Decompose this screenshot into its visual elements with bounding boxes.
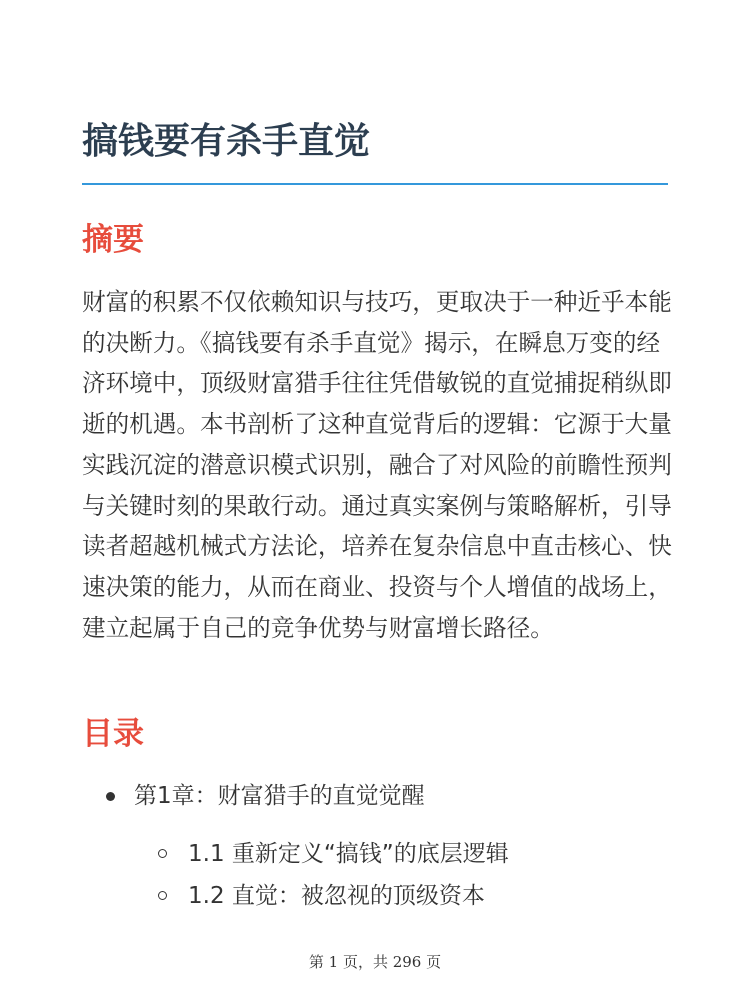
toc-section-label: 1.1 重新定义“搞钱”的底层逻辑 [188, 841, 509, 867]
abstract-paragraph: 财富的积累不仅依赖知识与技巧，更取决于一种近乎本能的决断力。《搞钱要有杀手直觉》揭示，在瞬息万变的经济环境中，顶级财富猎手往往凭借敏锐的直觉捕捉稍纵即逝的机遇。本书剖析了这种直觉背后的逻辑：它源于大量实践沉淀的潜意识模式识别，融合了对风险的前瞻性预判与关键时刻的果敢行动。通过真实案例与策略解析，引导读者超越机械式方法论，培养在复杂信息中直击核心、快速决策的能力，从而在商业、投资与个人增值的战场上，建立起属于自己的竞争优势与财富增长路径。 [82, 288, 672, 642]
toc-chapter-label: 第1章：财富猎手的直觉觉醒 [134, 783, 425, 809]
bullet-dot-icon [106, 792, 115, 801]
toc-section-label: 1.2 直觉：被忽视的顶级资本 [188, 883, 485, 909]
page-footer: 第 1 页，共 296 页 [308, 953, 442, 971]
title-divider [82, 183, 668, 185]
document-title: 搞钱要有杀手直觉 [82, 121, 371, 162]
document-page [82, 0, 672, 1000]
bullet-circle-icon [158, 849, 167, 858]
bullet-circle-icon [158, 891, 167, 900]
toc-heading: 目录 [82, 716, 144, 752]
abstract-heading: 摘要 [82, 222, 144, 258]
